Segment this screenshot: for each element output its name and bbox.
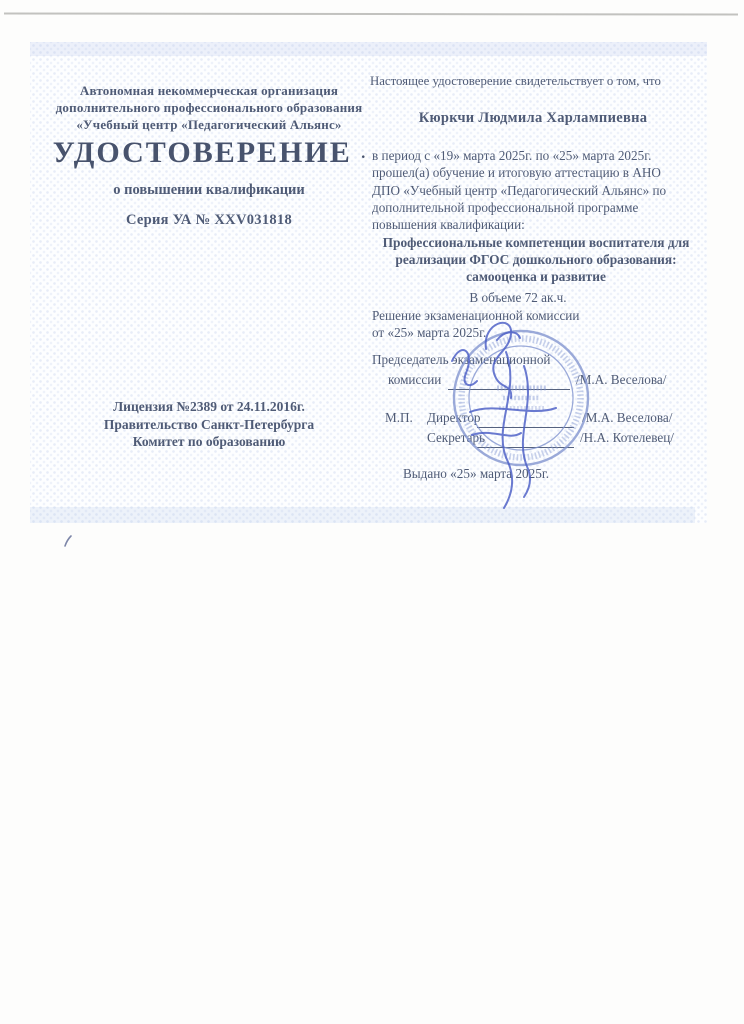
director-name: /М.А. Веселова/ [582,410,673,425]
body-paragraph [372,147,706,233]
document-title [48,136,370,170]
body-line: дополнительной профессиональной программе [372,199,639,215]
issue-date: Выдано «25» марта 2025г. [403,466,550,481]
program-line: Профессиональные компетенции воспитателя для [382,235,690,250]
title-stray-mark: . [361,145,366,162]
chairman-label: Председатель экзаменационной [372,352,551,367]
decision-line: Решение экзаменационной комиссии [372,308,580,323]
body-line: в период с «19» марта 2025г. по «25» марта 2025г. [372,148,652,163]
chairman-label-commission: комиссии [388,372,442,387]
pen-mark [58,530,82,554]
chairman-name: /М.А. Веселова/ [576,372,667,387]
program-line: самооценка и развитие [466,269,606,284]
program-line: реализации ФГОС дошкольного образования: [395,252,677,267]
scanner-edge-artifact [4,12,738,15]
organization-line: «Учебный центр «Педагогический Альянс» [76,117,342,132]
body-line: прошел(а) обучение и итоговую аттестацию в АНО [372,165,661,181]
secretary-label: Секретарь [427,430,486,445]
round-stamp [449,326,593,470]
license-line: Правительство Санкт-Петербурга [103,416,315,432]
course-volume: В объеме 72 ак.ч. [469,290,567,305]
intro-statement: Настоящее удостоверение свидетельствует о том, что [370,74,661,88]
body-line: ДПО «Учебный центр «Педагогический Альянс» по [372,182,667,198]
decision-line: от «25» марта 2025г. [372,325,487,340]
document-subtitle: о повышении квалификации [113,182,305,198]
series-number: Серия УА № XXV031818 [125,212,293,228]
organization-line: дополнительного профессионального образования [55,100,363,115]
secretary-name: /Н.А. Котелевец/ [580,430,674,445]
director-label: Директор [427,410,481,425]
organization-name [48,82,370,133]
holder-name: Кюркчи Людмила Харлампиевна [418,110,648,126]
seal-place-label: М.П. [385,410,413,425]
license-line: Лицензия №2389 от 24.11.2016г. [113,399,305,414]
program-title [366,234,706,285]
body-line: повышения квалификации: [372,217,525,233]
document-title-text: УДОСТОВЕРЕНИЕ [52,136,352,169]
license-line: Комитет по образованию [132,434,286,449]
organization-line: Автономная некоммерческая организация [79,83,339,98]
license-block [48,398,370,451]
